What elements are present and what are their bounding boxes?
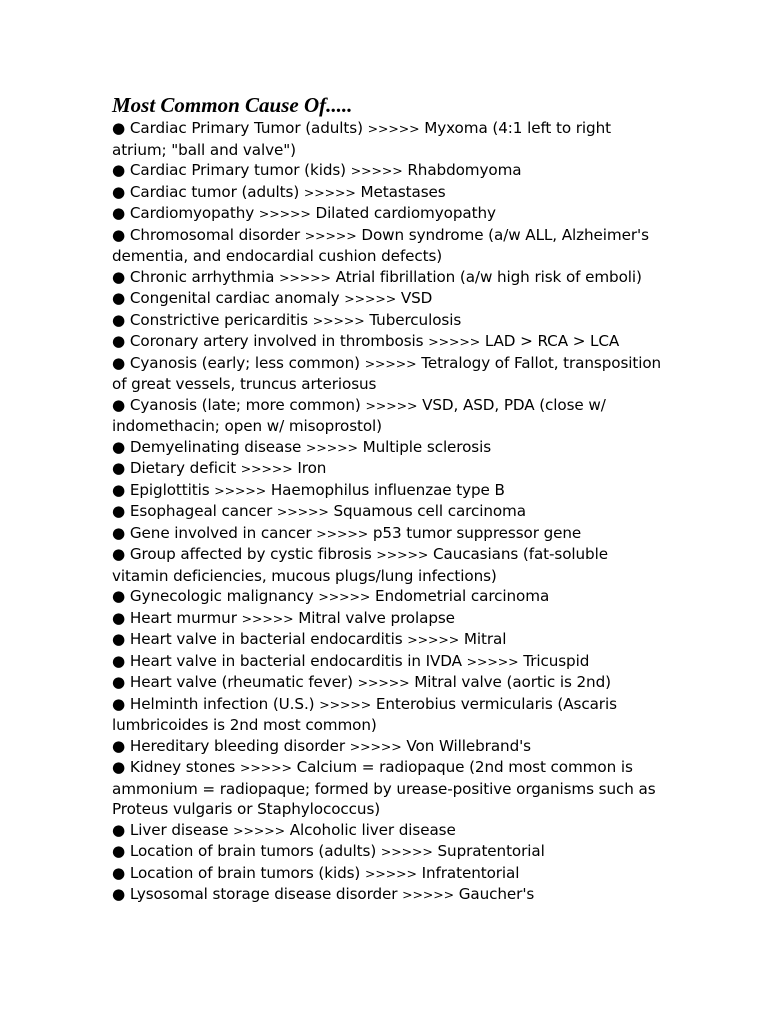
list-item bbox=[112, 863, 668, 885]
item-answer: VSD, ASD, PDA (close w/ indomethacin; open w/ misoprostol) bbox=[112, 395, 606, 435]
list-item bbox=[112, 480, 668, 502]
item-topic: Dietary deficit bbox=[129, 459, 237, 477]
arrow-separator: >>>>> bbox=[304, 227, 357, 243]
list-item bbox=[112, 523, 668, 545]
item-topic: Cardiac Primary tumor (kids) bbox=[129, 161, 346, 179]
item-answer: Mitral valve prolapse bbox=[298, 608, 455, 627]
item-answer: Dilated cardiomyopathy bbox=[315, 204, 496, 222]
list-item bbox=[112, 225, 668, 267]
bullet-icon: ● bbox=[112, 885, 126, 903]
item-topic: Location of brain tumors (kids) bbox=[129, 863, 361, 882]
bullet-icon: ● bbox=[112, 863, 126, 882]
arrow-separator: >>>>> bbox=[276, 504, 329, 519]
list-item bbox=[112, 288, 668, 310]
bullet-icon: ● bbox=[112, 459, 126, 477]
bullet-icon: ● bbox=[112, 545, 126, 563]
item-topic: Gynecologic malignancy bbox=[129, 587, 314, 605]
list-item bbox=[112, 501, 668, 523]
item-answer: Von Willebrand's bbox=[406, 736, 531, 755]
bullet-icon: ● bbox=[112, 523, 126, 542]
bullet-icon: ● bbox=[112, 437, 126, 456]
bullet-icon: ● bbox=[112, 608, 126, 627]
item-topic: Liver disease bbox=[129, 820, 229, 839]
arrow-separator: >>>>> bbox=[376, 547, 429, 562]
bullet-icon: ● bbox=[112, 353, 126, 372]
bullet-icon: ● bbox=[112, 820, 126, 839]
arrow-separator: >>>>> bbox=[318, 589, 371, 604]
item-topic: Demyelinating disease bbox=[129, 437, 302, 456]
arrow-separator: >>>>> bbox=[241, 610, 294, 626]
bullet-icon: ● bbox=[112, 395, 126, 414]
item-answer: Mitral valve (aortic is 2nd) bbox=[414, 673, 611, 691]
item-answer: Tricuspid bbox=[523, 651, 590, 670]
arrow-separator: >>>>> bbox=[466, 653, 519, 669]
item-topic: Constrictive pericarditis bbox=[129, 310, 308, 329]
item-answer: Squamous cell carcinoma bbox=[333, 502, 526, 520]
bullet-icon: ● bbox=[112, 736, 126, 755]
list-item bbox=[112, 757, 668, 820]
list-item bbox=[112, 736, 668, 758]
bullet-icon: ● bbox=[112, 694, 126, 713]
arrow-separator: >>>>> bbox=[407, 632, 460, 647]
arrow-separator: >>>>> bbox=[279, 269, 331, 285]
item-answer: Alcoholic liver disease bbox=[289, 820, 456, 839]
list-item bbox=[112, 182, 668, 204]
item-topic: Esophageal cancer bbox=[129, 502, 273, 520]
bullet-icon: ● bbox=[112, 587, 126, 605]
cause-list bbox=[112, 118, 668, 906]
item-topic: Heart valve in bacterial endocarditis in IVDA bbox=[129, 651, 462, 670]
item-answer: LAD > RCA > LCA bbox=[484, 332, 620, 350]
list-item bbox=[112, 586, 668, 608]
item-topic: Group affected by cystic fibrosis bbox=[129, 545, 372, 563]
item-topic: Heart valve in bacterial endocarditis bbox=[129, 630, 403, 648]
document-page bbox=[112, 92, 668, 906]
list-item bbox=[112, 353, 668, 395]
item-answer: Mitral bbox=[463, 630, 507, 648]
list-item bbox=[112, 331, 668, 353]
item-topic: Gene involved in cancer bbox=[129, 523, 312, 542]
list-item bbox=[112, 820, 668, 842]
arrow-separator: >>>>> bbox=[306, 439, 358, 455]
item-topic: Heart valve (rheumatic fever) bbox=[129, 673, 353, 691]
item-topic: Epiglottitis bbox=[129, 480, 210, 499]
list-item bbox=[112, 544, 668, 586]
list-item bbox=[112, 651, 668, 673]
item-answer: Caucasians (fat-soluble vitamin deficiencies, mucous plugs/lung infections) bbox=[112, 545, 608, 585]
item-topic: Congenital cardiac anomaly bbox=[129, 289, 340, 307]
arrow-separator: >>>>> bbox=[316, 525, 369, 541]
item-topic: Cardiac Primary Tumor (adults) bbox=[129, 119, 363, 137]
list-item bbox=[112, 884, 668, 906]
item-topic: Chronic arrhythmia bbox=[129, 267, 275, 286]
item-answer: VSD bbox=[400, 289, 433, 307]
item-topic: Coronary artery involved in thrombosis bbox=[129, 332, 424, 350]
list-item bbox=[112, 118, 668, 160]
arrow-separator: >>>>> bbox=[365, 865, 417, 881]
item-answer: Endometrial carcinoma bbox=[375, 587, 550, 605]
list-item bbox=[112, 694, 668, 736]
arrow-separator: >>>>> bbox=[240, 461, 293, 476]
bullet-icon: ● bbox=[112, 842, 126, 860]
item-answer: Infratentorial bbox=[421, 863, 520, 882]
bullet-icon: ● bbox=[112, 332, 126, 350]
arrow-separator: >>>>> bbox=[239, 760, 292, 775]
item-topic: Lysosomal storage disease disorder bbox=[129, 885, 398, 903]
item-topic: Cardiac tumor (adults) bbox=[129, 182, 300, 201]
item-topic: Cyanosis (late; more common) bbox=[129, 395, 361, 414]
arrow-separator: >>>>> bbox=[365, 397, 418, 413]
bullet-icon: ● bbox=[112, 758, 126, 776]
item-answer: Tuberculosis bbox=[369, 310, 462, 329]
item-topic: Hereditary bleeding disorder bbox=[129, 736, 346, 755]
item-answer: Tetralogy of Fallot, transposition of great vessels, truncus arteriosus bbox=[112, 353, 662, 393]
list-item bbox=[112, 395, 668, 437]
item-answer: Metastases bbox=[360, 182, 446, 201]
arrow-separator: >>>>> bbox=[258, 206, 311, 221]
arrow-separator: >>>>> bbox=[233, 822, 285, 838]
item-topic: Location of brain tumors (adults) bbox=[129, 842, 377, 860]
list-item bbox=[112, 310, 668, 332]
arrow-separator: >>>>> bbox=[350, 163, 403, 178]
bullet-icon: ● bbox=[112, 119, 126, 137]
arrow-separator: >>>>> bbox=[303, 184, 356, 200]
arrow-separator: >>>>> bbox=[380, 844, 433, 859]
item-topic: Helminth infection (U.S.) bbox=[129, 694, 315, 713]
bullet-icon: ● bbox=[112, 267, 126, 286]
list-item bbox=[112, 672, 668, 694]
list-item bbox=[112, 160, 668, 182]
list-item bbox=[112, 608, 668, 630]
item-answer: Haemophilus influenzae type B bbox=[270, 480, 505, 499]
list-item bbox=[112, 203, 668, 225]
bullet-icon: ● bbox=[112, 310, 126, 329]
list-item bbox=[112, 437, 668, 459]
arrow-separator: >>>>> bbox=[312, 312, 365, 328]
item-answer: Calcium = radiopaque (2nd most common is ammonium = radiopaque; formed by urease-positive organisms such as Proteus vulgaris or Staphylococcus) bbox=[112, 758, 656, 818]
item-topic: Heart murmur bbox=[129, 608, 237, 627]
arrow-separator: >>>>> bbox=[428, 334, 481, 349]
item-answer: Down syndrome (a/w ALL, Alzheimer's dementia, and endocardial cushion defects) bbox=[112, 225, 649, 265]
item-topic: Cardiomyopathy bbox=[129, 204, 255, 222]
item-answer: Iron bbox=[297, 459, 327, 477]
list-item bbox=[112, 267, 668, 289]
bullet-icon: ● bbox=[112, 225, 126, 244]
item-answer: Enterobius vermicularis (Ascaris lumbricoides is 2nd most common) bbox=[112, 694, 617, 734]
bullet-icon: ● bbox=[112, 204, 126, 222]
bullet-icon: ● bbox=[112, 161, 126, 179]
list-item bbox=[112, 629, 668, 651]
bullet-icon: ● bbox=[112, 480, 126, 499]
bullet-icon: ● bbox=[112, 651, 126, 670]
item-answer: Rhabdomyoma bbox=[407, 161, 522, 179]
bullet-icon: ● bbox=[112, 630, 126, 648]
item-answer: Gaucher's bbox=[458, 885, 535, 903]
item-answer: Myxoma (4:1 left to right atrium; "ball and valve") bbox=[112, 119, 611, 159]
item-topic: Chromosomal disorder bbox=[129, 225, 301, 244]
item-answer: Multiple sclerosis bbox=[362, 437, 492, 456]
page-title: Most Common Cause Of..... bbox=[112, 93, 353, 117]
bullet-icon: ● bbox=[112, 502, 126, 520]
list-item bbox=[112, 841, 668, 863]
arrow-separator: >>>>> bbox=[319, 696, 372, 712]
arrow-separator: >>>>> bbox=[214, 482, 267, 498]
bullet-icon: ● bbox=[112, 673, 126, 691]
arrow-separator: >>>>> bbox=[344, 291, 397, 306]
item-answer: Supratentorial bbox=[437, 842, 545, 860]
item-topic: Kidney stones bbox=[129, 758, 236, 776]
bullet-icon: ● bbox=[112, 182, 126, 201]
item-topic: Cyanosis (early; less common) bbox=[129, 353, 360, 372]
arrow-separator: >>>>> bbox=[402, 887, 455, 902]
bullet-icon: ● bbox=[112, 289, 126, 307]
arrow-separator: >>>>> bbox=[357, 675, 410, 690]
arrow-separator: >>>>> bbox=[349, 738, 402, 754]
arrow-separator: >>>>> bbox=[364, 355, 417, 371]
list-item bbox=[112, 458, 668, 480]
arrow-separator: >>>>> bbox=[367, 121, 420, 136]
item-answer: p53 tumor suppressor gene bbox=[372, 523, 582, 542]
item-answer: Atrial fibrillation (a/w high risk of emboli) bbox=[335, 267, 642, 286]
